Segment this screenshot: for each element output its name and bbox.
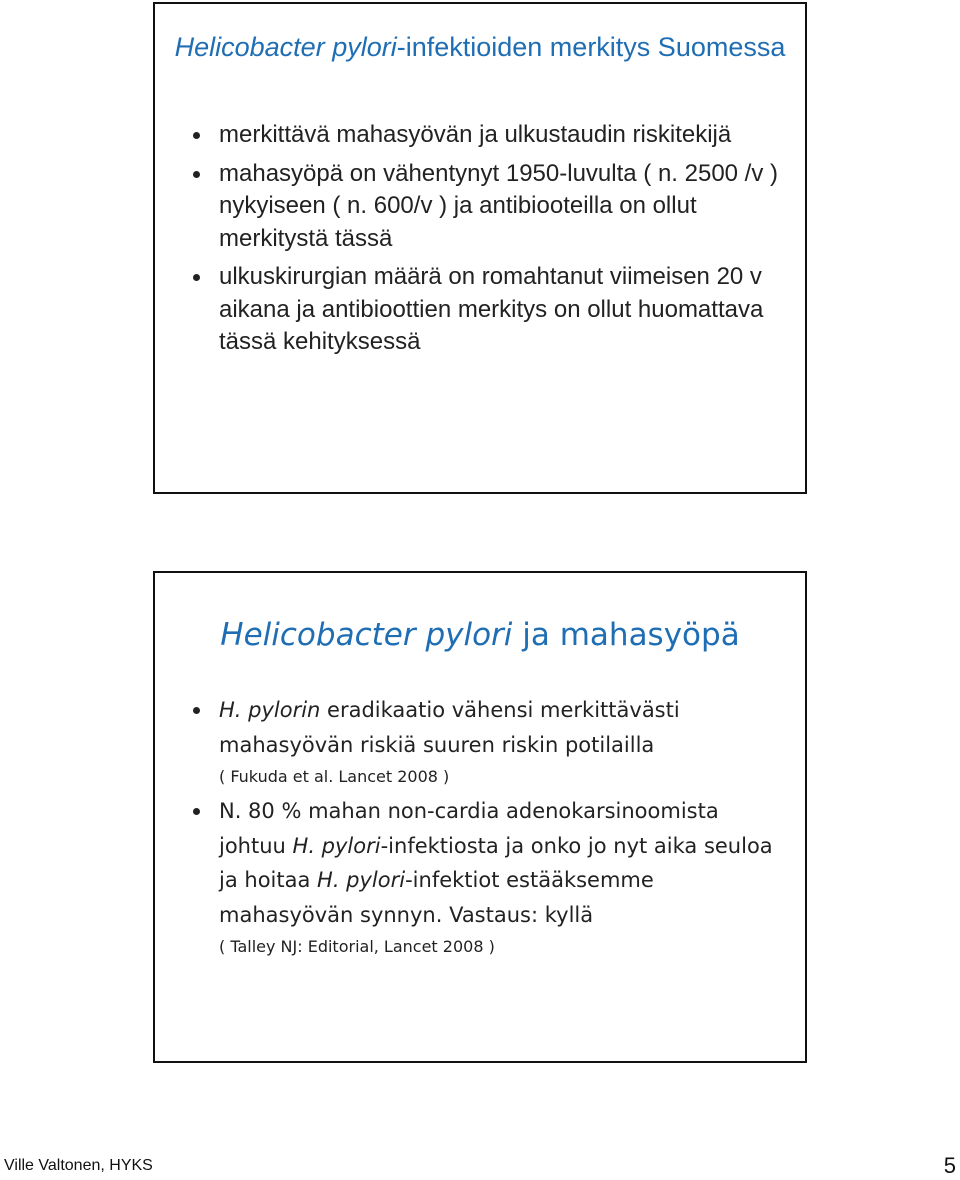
slide-1-bullet-2	[219, 158, 779, 256]
slide-1-title-rest: -infektioiden merkitys Suomessa	[396, 32, 786, 62]
slide-2	[153, 571, 807, 1063]
slide-1-bullet-3-text: ulkuskirurgian määrä on romahtanut viimeisen 20 v aikana ja antibioottien merkitys on ollut huomattava tässä kehityksessä	[219, 263, 764, 355]
slide-1	[153, 2, 807, 494]
slide-2-title-italic: Helicobacter pylori	[220, 617, 513, 653]
slide-2-bullet-2-text-2: -infektiosta ja onko jo nyt aika seuloa ja hoitaa	[219, 833, 773, 892]
slide-2-title	[155, 613, 805, 657]
slide-1-bullet-1	[219, 119, 779, 152]
slide-2-bullet-2	[219, 794, 789, 962]
slide-1-bullet-3	[219, 261, 779, 359]
slide-2-bullet-1-reference: ( Fukuda et al. Lancet 2008 )	[219, 767, 450, 786]
slide-1-bullet-list	[219, 119, 779, 365]
bullet-icon	[193, 132, 200, 139]
bullet-icon	[193, 171, 200, 178]
slide-2-bullet-1-text: eradikaatio vähensi merkittävästi mahasyövän riskiä suuren riskin potilailla	[219, 698, 680, 757]
slide-1-bullet-1-text: merkittävä mahasyövän ja ulkustaudin riskitekijä	[219, 121, 732, 148]
slide-1-title-italic: Helicobacter pylori	[174, 32, 397, 62]
page-number: 5	[943, 1153, 956, 1178]
slide-2-bullet-2-italic-1: H. pylori	[292, 833, 381, 858]
bullet-icon	[193, 707, 200, 714]
bullet-icon	[193, 808, 200, 815]
slide-2-bullet-2-reference: ( Talley NJ: Editorial, Lancet 2008 )	[219, 937, 495, 956]
slide-2-bullet-2-text-1: N. 80 % mahan non-cardia adenokarsinoomista johtuu	[219, 799, 719, 858]
footer-author: Ville Valtonen, HYKS	[4, 1157, 153, 1174]
slide-1-title	[155, 28, 805, 66]
slide-2-title-rest: ja mahasyöpä	[512, 617, 740, 653]
slide-1-bullet-2-text: mahasyöpä on vähentynyt 1950-luvulta ( n. 2500 /v ) nykyiseen ( n. 600/v ) ja antibiooteilla on ollut merkitystä tässä	[219, 159, 779, 252]
slide-2-bullet-2-text-3: -infektiot estääksemme mahasyövän synnyn. Vastaus: kyllä	[219, 868, 654, 927]
slide-2-bullet-2-italic-2: H. pylori	[317, 868, 406, 892]
slide-2-bullet-1	[219, 693, 789, 792]
bullet-icon	[193, 274, 200, 281]
slide-2-bullet-list	[219, 693, 789, 964]
slide-2-bullet-1-italic: H. pylorin	[219, 698, 321, 722]
